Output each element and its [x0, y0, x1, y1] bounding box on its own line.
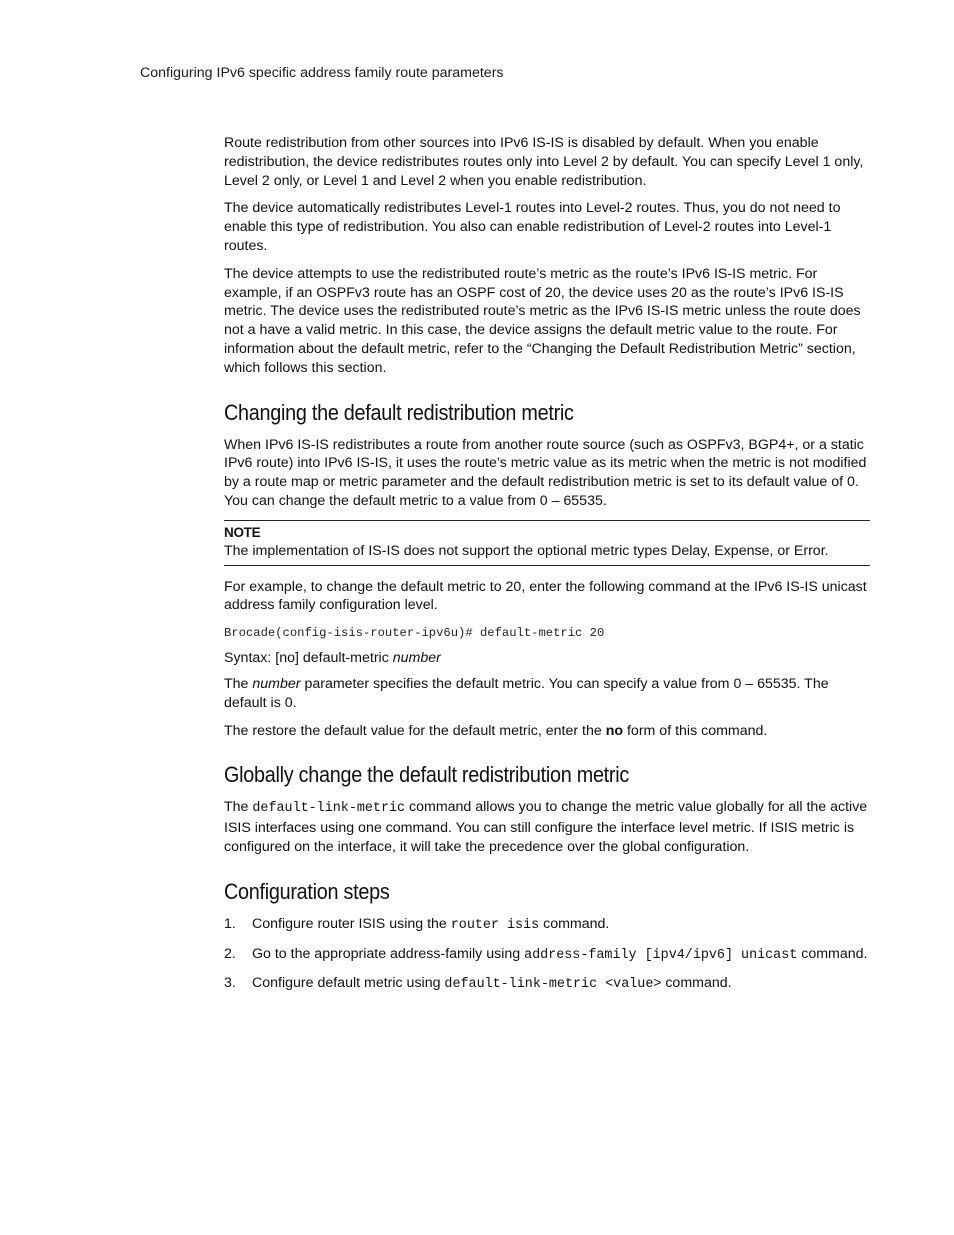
text-run: Go to the appropriate address-family using [252, 945, 525, 962]
step-item [224, 974, 870, 995]
text-run: The [224, 675, 253, 692]
syntax-label: Syntax: [no] default-metric [224, 650, 393, 667]
inline-command: default-link-metric <value> [444, 977, 662, 993]
syntax-parameter: number [392, 650, 441, 667]
global-metric-paragraph [224, 798, 870, 856]
inline-command: router isis [450, 917, 540, 933]
page-content [224, 134, 870, 1004]
note-box [224, 520, 870, 566]
text-run: command. [661, 975, 732, 992]
step-number: 1. [224, 915, 236, 932]
text-run: command. [797, 945, 868, 962]
step-number: 3. [224, 975, 236, 992]
text-run: command allows you to change the metric value globally for all the active ISIS interfaces using one command. You can still configure the interface level metric. If ISIS metric is configured on the interface, it will take the precedence over the global configuration. [224, 799, 868, 855]
step-item [224, 945, 870, 966]
text-run: parameter specifies the default metric. You can specify a value from 0 – 65535. The default is 0. [224, 675, 829, 711]
default-metric-paragraph-1: When IPv6 IS-IS redistributes a route from another route source (such as OSPFv3, BGP4+, or a static IPv6 route) into IPv6 IS-IS, it uses the route’s metric value as its metric when the metric is not modified by a route map or metric parameter and the default redistribution metric is set to its default value of 0. You can change the default metric to a value from 0 – 65535. [224, 436, 867, 509]
intro-paragraph-2: The device automatically redistributes Level-1 routes into Level-2 routes. Thus, you do not need to enable this type of redistribution. You also can enable redistribution of Level-2 routes into Level-1 routes. [224, 200, 841, 254]
keyword-no: no [605, 722, 624, 739]
intro-paragraph-3: The device attempts to use the redistributed route’s metric as the route’s IPv6 IS-IS metric. For example, if an OSPFv3 route has an OSPF cost of 20, the device uses 20 as the route’s IPv6 IS-IS metric. The device uses the redistributed route’s metric as the IPv6 IS-IS metric unless the route does not a have a valid metric. In this case, the device assigns the default metric value to the route. For information about the default metric, refer to the “Changing the Default Redistribution Metric” section, which follows this section. [224, 265, 861, 376]
default-metric-paragraph-4 [224, 722, 870, 741]
note-text: The implementation of IS-IS does not support the optional metric types Delay, Expense, or Error. [224, 542, 829, 559]
text-run: form of this command. [623, 722, 768, 739]
default-metric-paragraph-3 [224, 675, 870, 713]
text-run: The [224, 799, 253, 816]
intro-paragraph-1: Route redistribution from other sources into IPv6 IS-IS is disabled by default. When you enable redistribution, the device redistributes routes only into Level 2 by default. You can specify Level 1 only, Level 2 only, or Level 1 and Level 2 when you enable redistribution. [224, 135, 864, 189]
command-example: Brocade(config-isis-router-ipv6u)# default-metric 20 [224, 626, 605, 641]
section-heading-global-metric: Globally change the default redistribution metric [224, 762, 629, 788]
step-item [224, 915, 870, 936]
text-run: The restore the default value for the default metric, enter the [224, 722, 606, 739]
syntax-line [224, 649, 870, 668]
running-header: Configuring IPv6 specific address family route parameters [140, 65, 504, 81]
inline-command: address-family [ipv4/ipv6] unicast [524, 947, 798, 963]
section-heading-configuration-steps: Configuration steps [224, 878, 390, 904]
text-run: Configure default metric using [252, 975, 445, 992]
text-run: Configure router ISIS using the [252, 915, 451, 932]
note-label: NOTE [224, 524, 261, 540]
text-run: command. [539, 915, 610, 932]
default-metric-paragraph-2: For example, to change the default metric to 20, enter the following command at the IPv6 IS-IS unicast address family configuration level. [224, 578, 867, 614]
step-number: 2. [224, 945, 236, 962]
configuration-steps-list [224, 915, 870, 995]
parameter-name: number [252, 675, 301, 692]
inline-command: default-link-metric [252, 801, 406, 817]
section-heading-default-metric: Changing the default redistribution metric [224, 399, 574, 425]
